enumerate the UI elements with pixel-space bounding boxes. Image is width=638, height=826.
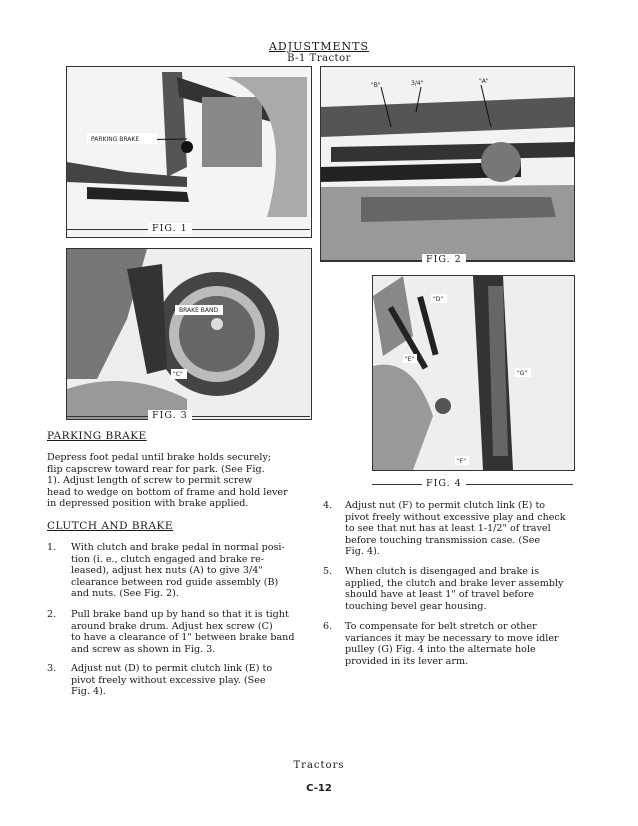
- item-text: [71, 609, 309, 655]
- fig2-label-a: "A": [479, 78, 489, 85]
- page-number: C-12: [306, 783, 332, 794]
- text-line: pivot freely without excessive play. (See: [71, 674, 266, 686]
- text-line: provided in its lever arm.: [345, 655, 469, 667]
- fig2-label-three-quarter: 3/4": [411, 80, 424, 87]
- figure-2-photo: [320, 66, 575, 262]
- figure-4-photo: [372, 275, 575, 471]
- text-line: in depressed position with brake applied.: [47, 498, 249, 510]
- footer-section: Tractors: [293, 760, 345, 771]
- page-title: ADJUSTMENTS: [268, 40, 370, 53]
- text-line: before touching transmission case. (See: [345, 534, 541, 546]
- item-number: 5.: [323, 566, 333, 577]
- text-line: around brake drum. Adjust hex screw (C): [71, 620, 273, 632]
- page-subtitle: B-1 Tractor: [287, 53, 351, 64]
- fig4-caption: FIG. 4: [422, 478, 466, 489]
- fig3-label-brake-band: BRAKE BAND: [179, 307, 219, 314]
- parking-brake-heading: PARKING BRAKE: [47, 430, 147, 442]
- item-number: 3.: [47, 663, 57, 674]
- item-text: [345, 621, 575, 667]
- fig4-caption-line: [372, 484, 573, 485]
- text-line: With clutch and brake pedal in normal posi-: [71, 542, 285, 553]
- text-line: clearance between rod guide assembly (B): [71, 576, 279, 588]
- text-line: Depress foot pedal until brake holds securely;: [47, 452, 272, 463]
- item-number: 1.: [47, 542, 57, 553]
- text-line: Fig. 4).: [71, 686, 106, 698]
- figure-1-photo: [66, 66, 312, 238]
- text-line: Adjust nut (F) to permit clutch link (E) to: [345, 500, 546, 511]
- text-line: Fig. 4).: [345, 546, 380, 558]
- item-text: [345, 566, 575, 612]
- text-line: to have a clearance of 1" between brake band: [71, 632, 295, 644]
- text-line: leased), adjust hex nuts (A) to give 3/4": [71, 565, 263, 577]
- text-line: pulley (G) Fig. 4 into the alternate hole: [345, 644, 536, 656]
- fig4-label-f: "F": [457, 458, 466, 465]
- text-line: should have at least 1" of travel before: [345, 589, 535, 601]
- text-line: To compensate for belt stretch or other: [345, 621, 537, 632]
- text-line: and nuts. (See Fig. 2).: [71, 588, 179, 600]
- fig3-label-c: "C": [173, 371, 183, 378]
- text-line: pivot freely without excessive play and check: [345, 511, 566, 523]
- text-line: 1). Adjust length of screw to permit screw: [47, 475, 253, 487]
- fig4-label-e: "E": [405, 356, 415, 363]
- text-line: When clutch is disengaged and brake is: [345, 566, 539, 577]
- text-line: head to wedge on bottom of frame and hold lever: [47, 486, 288, 498]
- item-text: [345, 500, 575, 558]
- text-line: tion (i. e., clutch engaged and brake re-: [71, 553, 265, 565]
- fig3-caption: FIG. 3: [148, 410, 192, 421]
- item-number: 6.: [323, 621, 333, 632]
- fig2-caption: FIG. 2: [422, 254, 466, 265]
- fig2-label-b: "B": [371, 82, 381, 89]
- fig4-label-g: "G": [517, 370, 528, 377]
- text-line: and screw as shown in Fig. 3.: [71, 643, 216, 655]
- item-text: [71, 542, 309, 600]
- text-line: Adjust nut (D) to permit clutch link (E) to: [71, 663, 273, 674]
- fig1-caption: FIG. 1: [148, 223, 192, 234]
- figure-3-photo: [66, 248, 312, 420]
- fig4-label-d: "D": [433, 296, 444, 303]
- text-line: to see that nut has at least 1-1/2" of travel: [345, 523, 551, 535]
- text-line: touching bevel gear housing.: [345, 600, 487, 612]
- item-number: 2.: [47, 609, 57, 620]
- text-line: variances it may be necessary to move idler: [345, 632, 559, 644]
- text-line: applied, the clutch and brake lever assembly: [345, 577, 564, 589]
- text-line: Pull brake band up by hand so that it is tight: [71, 609, 289, 620]
- clutch-brake-heading: CLUTCH AND BRAKE: [47, 520, 174, 532]
- item-number: 4.: [323, 500, 333, 511]
- text-line: flip capscrew toward rear for park. (See Fig.: [47, 463, 265, 475]
- parking-brake-text: [47, 452, 317, 510]
- fig1-label-parking-brake: PARKING BRAKE: [91, 136, 140, 143]
- item-text: [71, 663, 309, 698]
